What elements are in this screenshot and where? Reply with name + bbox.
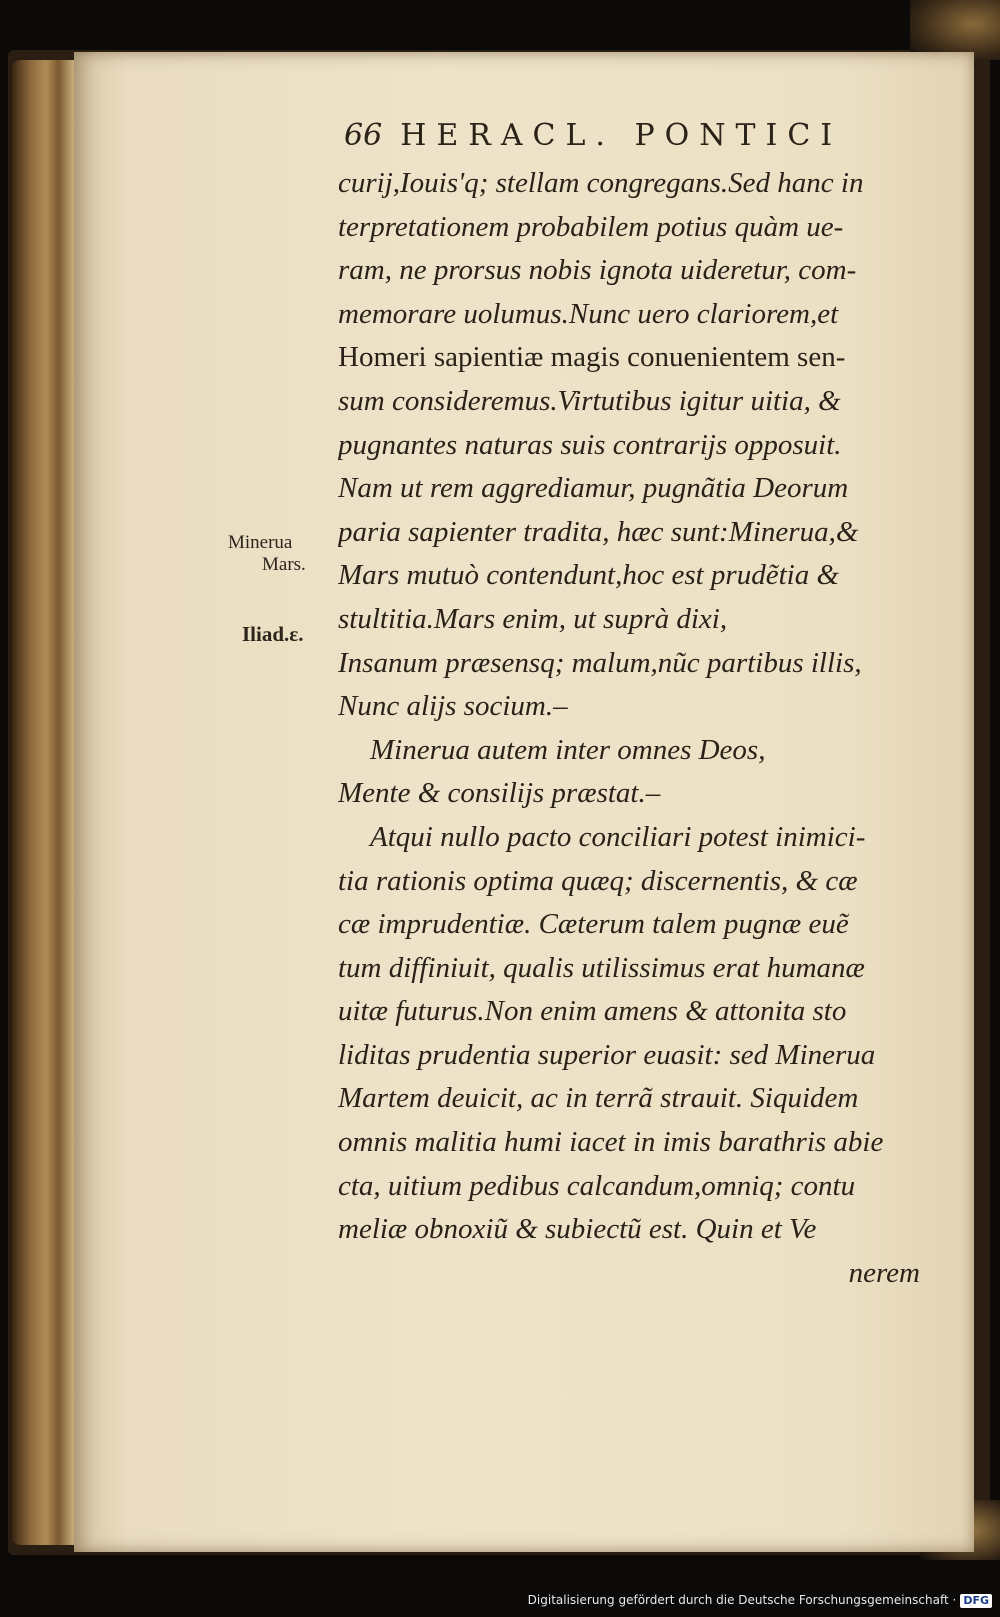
text-line: terpretationem probabilem potius quàm ue- <box>338 210 844 243</box>
catchword: nerem <box>848 1256 920 1289</box>
text-line: omnis malitia humi iacet in imis barathris abie <box>338 1126 884 1159</box>
credit-text: Digitalisierung gefördert durch die Deutsche Forschungsgemeinschaft · <box>527 1593 957 1607</box>
text-line: paria sapienter tradita, hæc sunt:Minerua,& <box>338 515 859 548</box>
page-number: 66 <box>344 118 383 153</box>
text-line: stultitia.Mars enim, ut suprà dixi, <box>338 602 728 635</box>
text-line: cta, uitium pedibus calcandum,omniq; contu <box>338 1169 856 1202</box>
text-line: Mars mutuò contendunt,hoc est prudẽtia & <box>338 559 840 592</box>
text-line: Martem deuicit, ac in terrã strauit. Siquidem <box>338 1082 859 1115</box>
body-text <box>338 162 934 1295</box>
text-line: Nam ut rem aggrediamur, pugnãtia Deorum <box>338 472 849 505</box>
text-line: Atqui nullo pacto conciliari potest inimici- <box>370 820 866 853</box>
margin-note-mars: Mars. <box>262 554 306 575</box>
text-line: ram, ne prorsus nobis ignota uideretur, com- <box>338 254 857 287</box>
text-line: meliæ obnoxiũ & subiectũ est. Quin et Ve <box>338 1213 817 1246</box>
margin-note-minerva: Minerua <box>228 532 293 553</box>
page-edges <box>12 60 74 1545</box>
text-line: Mente & consilijs præstat.– <box>338 777 661 810</box>
text-line: curij,Iouis'q; stellam congregans.Sed hanc in <box>338 167 864 199</box>
text-line: Homeri sapientiæ magis conuenientem sen- <box>338 341 846 374</box>
text-line: uitæ futurus.Non enim amens & attonita sto <box>338 995 847 1028</box>
digitization-credit <box>0 1588 992 1612</box>
text-line: tum diffiniuit, qualis utilissimus erat humanæ <box>338 951 865 984</box>
text-line: memorare uolumus.Nunc uero clariorem,et <box>338 297 839 330</box>
book-corner-top-right <box>910 0 1000 60</box>
text-line: pugnantes naturas suis contrarijs opposuit. <box>338 428 842 461</box>
text-line: liditas prudentia superior euasit: sed Minerua <box>338 1038 876 1071</box>
margin-note-iliad: Iliad.ε. <box>242 622 304 646</box>
running-head <box>344 118 934 153</box>
text-line: tia rationis optima quæq; discernentis, & cæ <box>338 864 858 897</box>
dfg-logo: DFG <box>960 1594 992 1608</box>
running-title: HERACL. PONTICI <box>400 118 843 153</box>
text-line: Nunc alijs socium.– <box>338 690 568 723</box>
text-line: sum consideremus.Virtutibus igitur uitia, & <box>338 384 841 417</box>
text-line: Minerua autem inter omnes Deos, <box>370 733 766 766</box>
text-line: Insanum præsensq; malum,nũc partibus illis, <box>338 646 862 679</box>
text-line: cæ imprudentiæ. Cæterum talem pugnæ euẽ <box>338 908 849 941</box>
